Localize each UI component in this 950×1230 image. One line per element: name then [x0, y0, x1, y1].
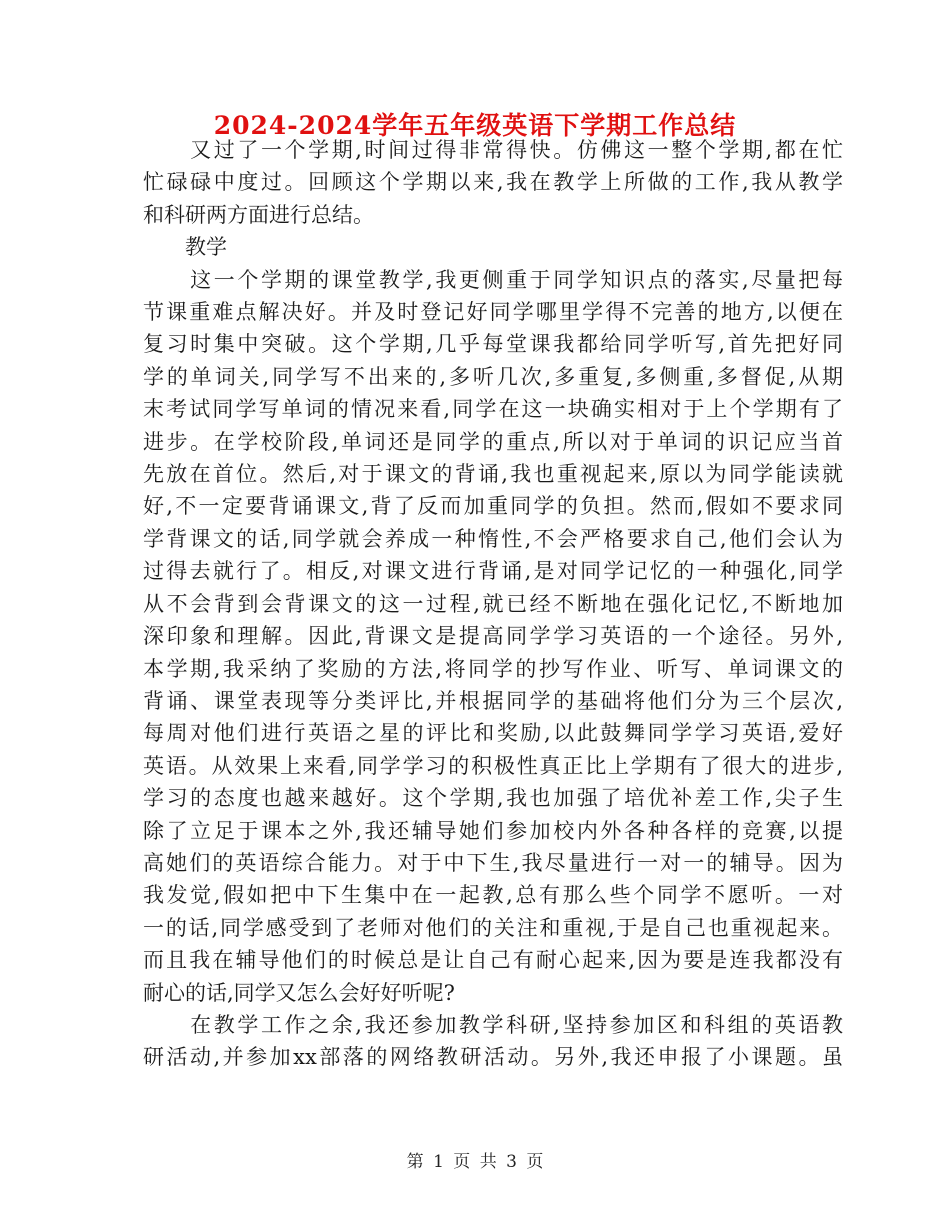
text-line: 忙碌碌中度过。回顾这个学期以来,我在教学上所做的工作,我从教学	[143, 170, 843, 195]
document-body	[143, 134, 843, 1074]
text-line: 深印象和理解。因此,背课文是提高同学学习英语的一个途径。另外,	[143, 624, 843, 649]
text-line: 这一个学期的课堂教学,我更侧重于同学知识点的落实,尽量把每	[143, 267, 843, 292]
text-line: 除了立足于课本之外,我还辅导她们参加校内外各种各样的竞赛,以提	[143, 818, 843, 843]
text-line: 而且我在辅导他们的时候总是让自己有耐心起来,因为要是连我都没有	[143, 948, 843, 973]
text-line: 在教学工作之余,我还参加教学科研,坚持参加区和科组的英语教	[143, 1012, 843, 1037]
text-line: 从不会背到会背课文的这一过程,就已经不断地在强化记忆,不断地加	[143, 591, 843, 616]
text-line: 又过了一个学期,时间过得非常得快。仿佛这一整个学期,都在忙	[143, 138, 843, 162]
text-line: 节课重难点解决好。并及时登记好同学哪里学得不完善的地方,以便在	[143, 300, 843, 325]
page-footer: 第 1 页 共 3 页	[406, 1152, 544, 1172]
text-line: 研活动,并参加xx部落的网络教研活动。另外,我还申报了小课题。虽	[143, 1045, 843, 1070]
text-line: 和科研两方面进行总结。	[143, 202, 374, 227]
text-line: 末考试同学写单词的情况来看,同学在这一块确实相对于上个学期有了	[143, 397, 843, 422]
text-line: 复习时集中突破。这个学期,几乎每堂课我都给同学听写,首先把好同	[143, 332, 843, 357]
text-line: 进步。在学校阶段,单词还是同学的重点,所以对于单词的识记应当首	[143, 429, 843, 454]
text-line: 高她们的英语综合能力。对于中下生,我尽量进行一对一的辅导。因为	[143, 850, 843, 875]
text-line: 过得去就行了。相反,对课文进行背诵,是对同学记忆的一种强化,同学	[143, 559, 843, 584]
text-line: 背诵、课堂表现等分类评比,并根据同学的基础将他们分为三个层次,	[143, 688, 843, 713]
text-line: 好,不一定要背诵课文,背了反而加重同学的负担。然而,假如不要求同	[143, 494, 843, 519]
text-line: 本学期,我采纳了奖励的方法,将同学的抄写作业、听写、单词课文的	[143, 656, 843, 681]
text-line: 英语。从效果上来看,同学学习的积极性真正比上学期有了很大的进步,	[143, 753, 843, 778]
text-line: 一的话,同学感受到了老师对他们的关注和重视,于是自己也重视起来。	[143, 915, 843, 940]
text-line: 学背课文的话,同学就会养成一种惰性,不会严格要求自己,他们会认为	[143, 526, 843, 551]
text-line: 我发觉,假如把中下生集中在一起教,总有那么些个同学不愿听。一对	[143, 883, 843, 908]
text-line: 学习的态度也越来越好。这个学期,我也加强了培优补差工作,尖子生	[143, 786, 843, 811]
text-line: 耐心的话,同学又怎么会好好听呢?	[143, 980, 455, 1005]
document-title: 2024-2024学年五年级英语下学期工作总结	[213, 111, 737, 140]
text-line: 每周对他们进行英语之星的评比和奖励,以此鼓舞同学学习英语,爱好	[143, 721, 843, 746]
section-heading: 教学	[143, 235, 227, 260]
text-line: 先放在首位。然后,对于课文的背诵,我也重视起来,原以为同学能读就	[143, 462, 843, 487]
text-line: 学的单词关,同学写不出来的,多听几次,多重复,多侧重,多督促,从期	[143, 364, 843, 389]
